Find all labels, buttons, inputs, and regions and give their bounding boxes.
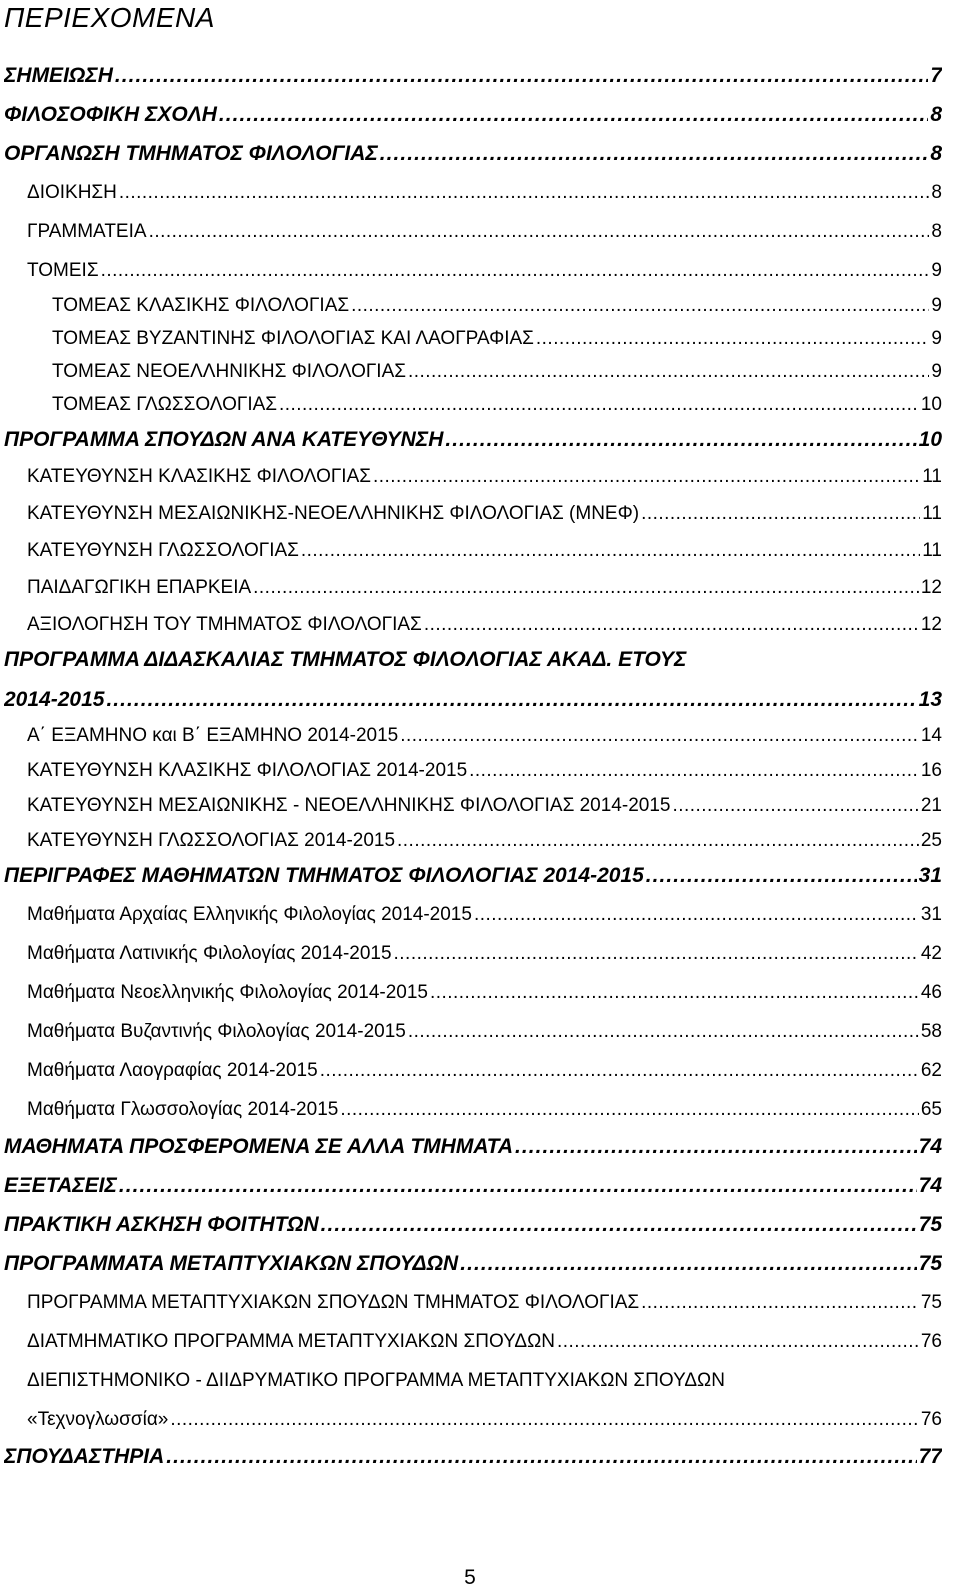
toc-entry-page: 16 [920,760,942,781]
toc-entry-title: ΤΟΜΕΙΣ [27,260,99,281]
dot-leader [340,1093,919,1127]
toc-entry-title: ΦΙΛΟΣΟΦΙΚΗ ΣΧΟΛΗ [4,103,217,126]
toc-entry-page: 11 [922,540,942,561]
toc-entry-archaias-ellinikis[interactable] [27,898,942,932]
dot-leader [301,534,920,568]
dot-leader [460,1247,916,1281]
toc-entry-title: ΑΞΙΟΛΟΓΗΣΗ ΤΟΥ ΤΜΗΜΑΤΟΣ ΦΙΛΟΛΟΓΙΑΣ [27,614,422,635]
toc-entry-title: Μαθήματα Γλωσσολογίας 2014-2015 [27,1099,339,1120]
toc-entry-examina-2014-2015[interactable] [27,719,942,753]
dot-leader [641,497,920,531]
toc-entry-title: Μαθήματα Νεοελληνικής Φιλολογίας 2014-2015 [27,982,428,1003]
toc-entry-page: 76 [920,1409,942,1430]
toc-entry-title: ΤΟΜΕΑΣ ΚΛΑΣΙΚΗΣ ΦΙΛΟΛΟΓΙΑΣ [52,295,350,316]
toc-entry-page: 7 [930,64,942,87]
toc-entry-programmata-metaptyxiakon[interactable] [4,1247,942,1281]
toc-entry-title: ΟΡΓΑΝΩΣΗ ΤΜΗΜΑΤΟΣ ΦΙΛΟΛΟΓΙΑΣ [4,142,378,165]
dot-leader [515,1130,917,1164]
dot-leader [557,1325,919,1359]
toc-entry-title: ΔΙΟΙΚΗΣΗ [27,182,117,203]
toc-entry-programma-spoudon[interactable] [4,423,942,457]
toc-entry-pms-tmimatos[interactable] [27,1286,942,1320]
toc-entry-page: 75 [920,1292,942,1313]
toc-entry-vyzantinis[interactable] [27,1015,942,1049]
dot-leader [408,1015,919,1049]
toc-entry-title: ΠΡΟΓΡΑΜΜΑΤΑ ΜΕΤΑΠΤΥΧΙΑΚΩΝ ΣΠΟΥΔΩΝ [4,1252,459,1275]
toc-entry-title: ΤΟΜΕΑΣ ΒΥΖΑΝΤΙΝΗΣ ΦΙΛΟΛΟΓΙΑΣ ΚΑΙ ΛΑΟΓΡΑΦΙΑΣ [52,328,534,349]
toc-entry-title: ΣΗΜΕΙΩΣΗ [4,64,113,87]
toc-entry-title: ΠΑΙΔΑΓΩΓΙΚΗ ΕΠΑΡΚΕΙΑ [27,577,252,598]
toc-entry-page: 10 [918,428,942,451]
toc-entry-title: ΜΑΘΗΜΑΤΑ ΠΡΟΣΦΕΡΟΜΕΝΑ ΣΕ ΑΛΛΑ ΤΜΗΜΑΤΑ [4,1135,514,1158]
dot-leader [320,1054,919,1088]
dot-leader [424,608,919,642]
toc-entry-latinikis[interactable] [27,937,942,971]
toc-entry-laografias[interactable] [27,1054,942,1088]
dot-leader [166,1440,916,1474]
toc-entry-page: 58 [920,1021,942,1042]
toc-entry-shmeiosh[interactable] [4,59,942,93]
toc-entry-title: Μαθήματα Βυζαντινής Φιλολογίας 2014-2015 [27,1021,406,1042]
toc-entry-page: 25 [920,830,942,851]
dot-leader [219,98,928,132]
toc-entry-page: 65 [920,1099,942,1120]
toc-entry-page: 11 [922,503,942,524]
toc-entry-page: 21 [920,795,942,816]
toc-entry-page: 42 [920,943,942,964]
toc-entry-page: 76 [920,1331,942,1352]
toc-entry-page: 8 [931,221,942,242]
page-title: ΠΕΡΙΕΧΟΜΕΝΑ [4,2,215,33]
toc-entry-page: 9 [931,361,942,382]
toc-entry-paidagogiki-eparkeia[interactable] [27,571,942,605]
toc-entry-tomeas-klasikis[interactable] [52,289,942,323]
toc-entry-page: 62 [920,1060,942,1081]
toc-entry-title: ΚΑΤΕΥΘΥΝΣΗ ΓΛΩΣΣΟΛΟΓΙΑΣ [27,540,299,561]
toc-entry-title: Μαθήματα Λατινικής Φιλολογίας 2014-2015 [27,943,392,964]
toc-entry-tomeas-vyzantinis[interactable] [52,322,942,356]
toc-entry-axiologisi[interactable] [27,608,942,642]
dot-leader [170,1403,918,1437]
toc-entry-title: ΠΡΑΚΤΙΚΗ ΑΣΚΗΣΗ ΦΟΙΤΗΤΩΝ [4,1213,319,1236]
toc-entry-mathimata-prosferomena[interactable] [4,1130,942,1164]
toc-entry-title: ΠΡΟΓΡΑΜΜΑ ΜΕΤΑΠΤΥΧΙΑΚΩΝ ΣΠΟΥΔΩΝ ΤΜΗΜΑΤΟΣ ΦΙΛΟΛΟΓΙΑΣ [27,1292,640,1313]
toc-entry-page: 75 [918,1252,942,1275]
toc-entry-title: «Τεχνογλωσσία» [27,1409,169,1430]
dot-leader [119,1169,917,1203]
dot-leader [119,176,930,210]
toc-entry-title: ΣΠΟΥΔΑΣΤΗΡΙΑ [4,1445,165,1468]
toc-entry-diatmimatiko-pms[interactable] [27,1325,942,1359]
toc-entry-title: ΤΟΜΕΑΣ ΓΛΩΣΣΟΛΟΓΙΑΣ [52,394,278,415]
toc-entry-tomeis[interactable] [27,254,942,288]
toc-entry-title: ΚΑΤΕΥΘΥΝΣΗ ΓΛΩΣΣΟΛΟΓΙΑΣ 2014-2015 [27,830,396,851]
toc-entry-title: ΚΑΤΕΥΘΥΝΣΗ ΚΛΑΣΙΚΗΣ ΦΙΛΟΛΟΓΙΑΣ [27,466,372,487]
toc-entry-title: ΚΑΤΕΥΘΥΝΣΗ ΜΕΣΑΙΩΝΙΚΗΣ-ΝΕΟΕΛΛΗΝΙΚΗΣ ΦΙΛΟΛΟΓΙΑΣ (ΜΝΕΦ) [27,503,640,524]
toc-entry-page: 75 [918,1213,942,1236]
dot-leader [400,719,919,753]
toc-entry-page: 10 [920,394,942,415]
dot-leader [351,289,929,323]
dot-leader [279,388,919,422]
toc-entry-tomeas-neoellinikis[interactable] [52,355,942,389]
toc-entry-filosofiki-sxoli[interactable] [4,98,942,132]
dot-leader [469,754,919,788]
dot-leader [115,59,928,93]
dot-leader [373,460,920,494]
toc-entry-kateuthynsi-klasikis[interactable] [27,460,942,494]
dot-leader [253,571,919,605]
toc-entry-dioikisi[interactable] [27,176,942,210]
toc-entry-page: 14 [920,725,942,746]
toc-entry-page: 9 [931,260,942,281]
toc-entry-neoellinikis[interactable] [27,976,942,1010]
dot-leader [646,859,917,893]
toc-entry-page: 8 [930,103,942,126]
dot-leader [394,937,919,971]
toc-entry-title: ΓΡΑΜΜΑΤΕΙΑ [27,221,147,242]
toc-entry-title: Μαθήματα Λαογραφίας 2014-2015 [27,1060,318,1081]
dot-leader [474,898,919,932]
toc-entry-page: 77 [918,1445,942,1468]
dot-leader [380,137,929,171]
dot-leader [408,355,929,389]
toc-entry-diepistimoniko-line1[interactable]: ΔΙΕΠΙΣΤΗΜΟΝΙΚΟ - ΔΙΙΔΡΥΜΑΤΙΚΟ ΠΡΟΓΡΑΜΜΑ ΜΕΤΑΠΤΥΧΙΑΚΩΝ ΣΠΟΥΔΩΝ [27,1370,725,1391]
toc-entry-title: ΚΑΤΕΥΘΥΝΣΗ ΚΛΑΣΙΚΗΣ ΦΙΛΟΛΟΓΙΑΣ 2014-2015 [27,760,468,781]
toc-entry-title: Μαθήματα Αρχαίας Ελληνικής Φιλολογίας 2014-2015 [27,904,472,925]
toc-entry-page: 12 [920,614,942,635]
toc-entry-page: 9 [931,328,942,349]
dot-leader [397,824,919,858]
toc-entry-page: 11 [922,466,942,487]
dot-leader [672,789,918,823]
toc-entry-title: 2014-2015 [4,688,105,711]
toc-entry-page: 31 [920,904,942,925]
toc-entry-programma-didaskalias-line1[interactable]: ΠΡΟΓΡΑΜΜΑ ΔΙΔΑΣΚΑΛΙΑΣ ΤΜΗΜΑΤΟΣ ΦΙΛΟΛΟΓΙΑΣ ΑΚΑΔ. ΕΤΟΥΣ [4,648,687,671]
toc-entry-title: ΠΡΟΓΡΑΜΜΑ ΣΠΟΥΔΩΝ ΑΝΑ ΚΑΤΕΥΘΥΝΣΗ [4,428,444,451]
toc-entry-page: 74 [918,1174,942,1197]
toc-entry-title: ΤΟΜΕΑΣ ΝΕΟΕΛΛΗΝΙΚΗΣ ΦΙΛΟΛΟΓΙΑΣ [52,361,407,382]
toc-entry-title: ΕΞΕΤΑΣΕΙΣ [4,1174,117,1197]
dot-leader [445,423,916,457]
toc-entry-programma-didaskalias[interactable] [4,683,942,717]
toc-entry-kateuthynsi-klasikis-2014[interactable] [27,754,942,788]
toc-entry-title: ΚΑΤΕΥΘΥΝΣΗ ΜΕΣΑΙΩΝΙΚΗΣ - ΝΕΟΕΛΛΗΝΙΚΗΣ ΦΙΛΟΛΟΓΙΑΣ 2014-2015 [27,795,671,816]
toc-entry-page: 8 [931,182,942,203]
toc-entry-page: 31 [918,864,942,887]
toc-entry-kateuthynsi-mesaionikis-2014[interactable] [27,789,942,823]
toc-entry-page: 9 [931,295,942,316]
toc-entry-page: 8 [930,142,942,165]
page-number: 5 [464,1566,476,1589]
toc-entry-page: 74 [918,1135,942,1158]
toc-entry-grammateia[interactable] [27,215,942,249]
dot-leader [430,976,919,1010]
toc-entry-page: 12 [920,577,942,598]
toc-entry-praktiki-askisi[interactable] [4,1208,942,1242]
toc-entry-tomeas-glossologias[interactable] [52,388,942,422]
dot-leader [149,215,930,249]
dot-leader [321,1208,917,1242]
dot-leader [101,254,930,288]
toc-entry-kateuthynsi-glossologias-2014[interactable] [27,824,942,858]
toc-entry-page: 46 [920,982,942,1003]
toc-entry-organosi-tmimatos[interactable] [4,137,942,171]
toc-entry-exetaseis[interactable] [4,1169,942,1203]
toc-entry-page: 13 [918,688,942,711]
toc-entry-glossologias[interactable] [27,1093,942,1127]
toc-entry-kateuthynsi-glossologias[interactable] [27,534,942,568]
dot-leader [641,1286,919,1320]
toc-entry-title: Α΄ ΕΞΑΜΗΝΟ και Β΄ ΕΞΑΜΗΝΟ 2014-2015 [27,725,399,746]
dot-leader [106,683,916,717]
toc-entry-spoudastiria[interactable] [4,1440,942,1474]
dot-leader [536,322,930,356]
toc-entry-diepistimoniko-pms[interactable] [27,1403,942,1437]
toc-entry-perigrafes-mathimaton[interactable] [4,859,942,893]
toc-entry-title: ΔΙΑΤΜΗΜΑΤΙΚΟ ΠΡΟΓΡΑΜΜΑ ΜΕΤΑΠΤΥΧΙΑΚΩΝ ΣΠΟΥΔΩΝ [27,1331,556,1352]
toc-entry-kateuthynsi-mnef[interactable] [27,497,942,531]
toc-entry-title: ΠΕΡΙΓΡΑΦΕΣ ΜΑΘΗΜΑΤΩΝ ΤΜΗΜΑΤΟΣ ΦΙΛΟΛΟΓΙΑΣ 2014-2015 [4,864,644,887]
